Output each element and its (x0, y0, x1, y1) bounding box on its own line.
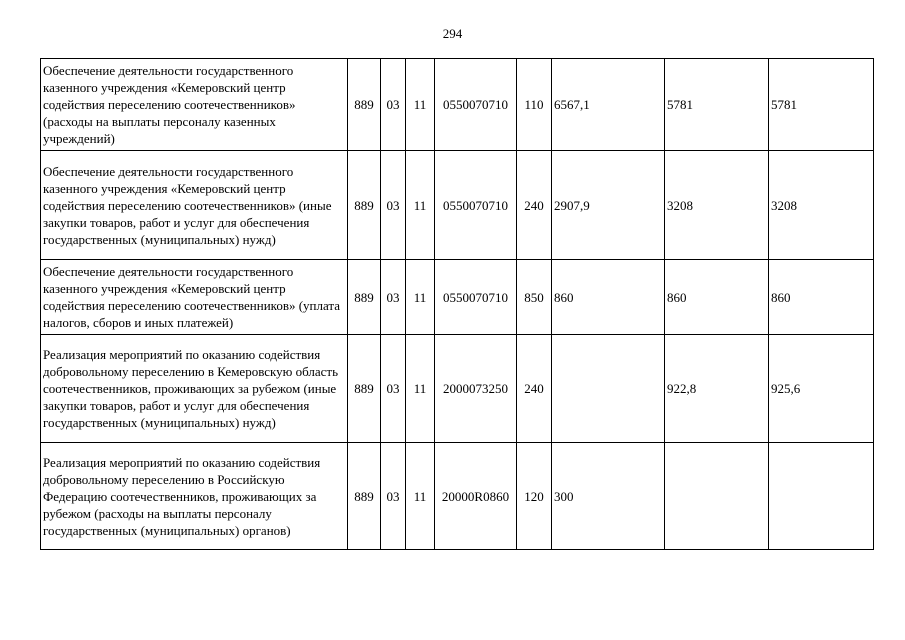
amount-2: 860 (665, 260, 769, 335)
amount-1: 300 (552, 443, 665, 550)
amount-3: 860 (769, 260, 874, 335)
table-row (41, 335, 874, 443)
amount-3 (769, 443, 874, 550)
subsection-code: 11 (406, 151, 435, 260)
amount-2: 5781 (665, 59, 769, 151)
subsection-code: 11 (406, 260, 435, 335)
expense-type-code: 850 (517, 260, 552, 335)
amount-3: 3208 (769, 151, 874, 260)
amount-1: 6567,1 (552, 59, 665, 151)
ministry-code: 889 (348, 151, 381, 260)
page-number: 294 (442, 26, 463, 41)
amount-1: 2907,9 (552, 151, 665, 260)
expense-type-code: 120 (517, 443, 552, 550)
row-description: Обеспечение деятельности государственного казенного учреждения «Кемеровский центр содействия переселению соотечественников» (иные закупки товаров, работ и услуг для обеспечения государственных (муниципальных) нужд) (41, 151, 348, 260)
section-code: 03 (381, 151, 406, 260)
amount-2 (665, 443, 769, 550)
amount-3: 925,6 (769, 335, 874, 443)
amount-2: 922,8 (665, 335, 769, 443)
table-row (41, 151, 874, 260)
ministry-code: 889 (348, 335, 381, 443)
expense-type-code: 240 (517, 335, 552, 443)
target-article-code: 2000073250 (435, 335, 517, 443)
target-article-code: 0550070710 (435, 59, 517, 151)
amount-1 (552, 335, 665, 443)
row-description: Реализация мероприятий по оказанию содействия добровольному переселению в Кемеровскую область соотечественников, проживающих за рубежом (иные закупки товаров, работ и услуг для обеспечения государственных (муниципальных) нужд) (41, 335, 348, 443)
ministry-code: 889 (348, 260, 381, 335)
table-row (41, 59, 874, 151)
section-code: 03 (381, 335, 406, 443)
ministry-code: 889 (348, 59, 381, 151)
table-row (41, 260, 874, 335)
expense-type-code: 240 (517, 151, 552, 260)
amount-3: 5781 (769, 59, 874, 151)
section-code: 03 (381, 59, 406, 151)
row-description: Обеспечение деятельности государственного казенного учреждения «Кемеровский центр содействия переселению соотечественников» (расходы на выплаты персоналу казенных учреждений) (41, 59, 348, 151)
amount-2: 3208 (665, 151, 769, 260)
subsection-code: 11 (406, 59, 435, 151)
section-code: 03 (381, 443, 406, 550)
expense-type-code: 110 (517, 59, 552, 151)
amount-1: 860 (552, 260, 665, 335)
section-code: 03 (381, 260, 406, 335)
subsection-code: 11 (406, 335, 435, 443)
table-row (41, 443, 874, 550)
ministry-code: 889 (348, 443, 381, 550)
target-article-code: 20000R0860 (435, 443, 517, 550)
row-description: Реализация мероприятий по оказанию содействия добровольному переселению в Российскую Федерацию соотечественников, проживающих за рубежом (расходы на выплаты персоналу государственных (муниципальных) органов) (41, 443, 348, 550)
row-description: Обеспечение деятельности государственного казенного учреждения «Кемеровский центр содействия переселению соотечественников» (уплата налогов, сборов и иных платежей) (41, 260, 348, 335)
target-article-code: 0550070710 (435, 260, 517, 335)
target-article-code: 0550070710 (435, 151, 517, 260)
subsection-code: 11 (406, 443, 435, 550)
budget-table (40, 58, 874, 550)
